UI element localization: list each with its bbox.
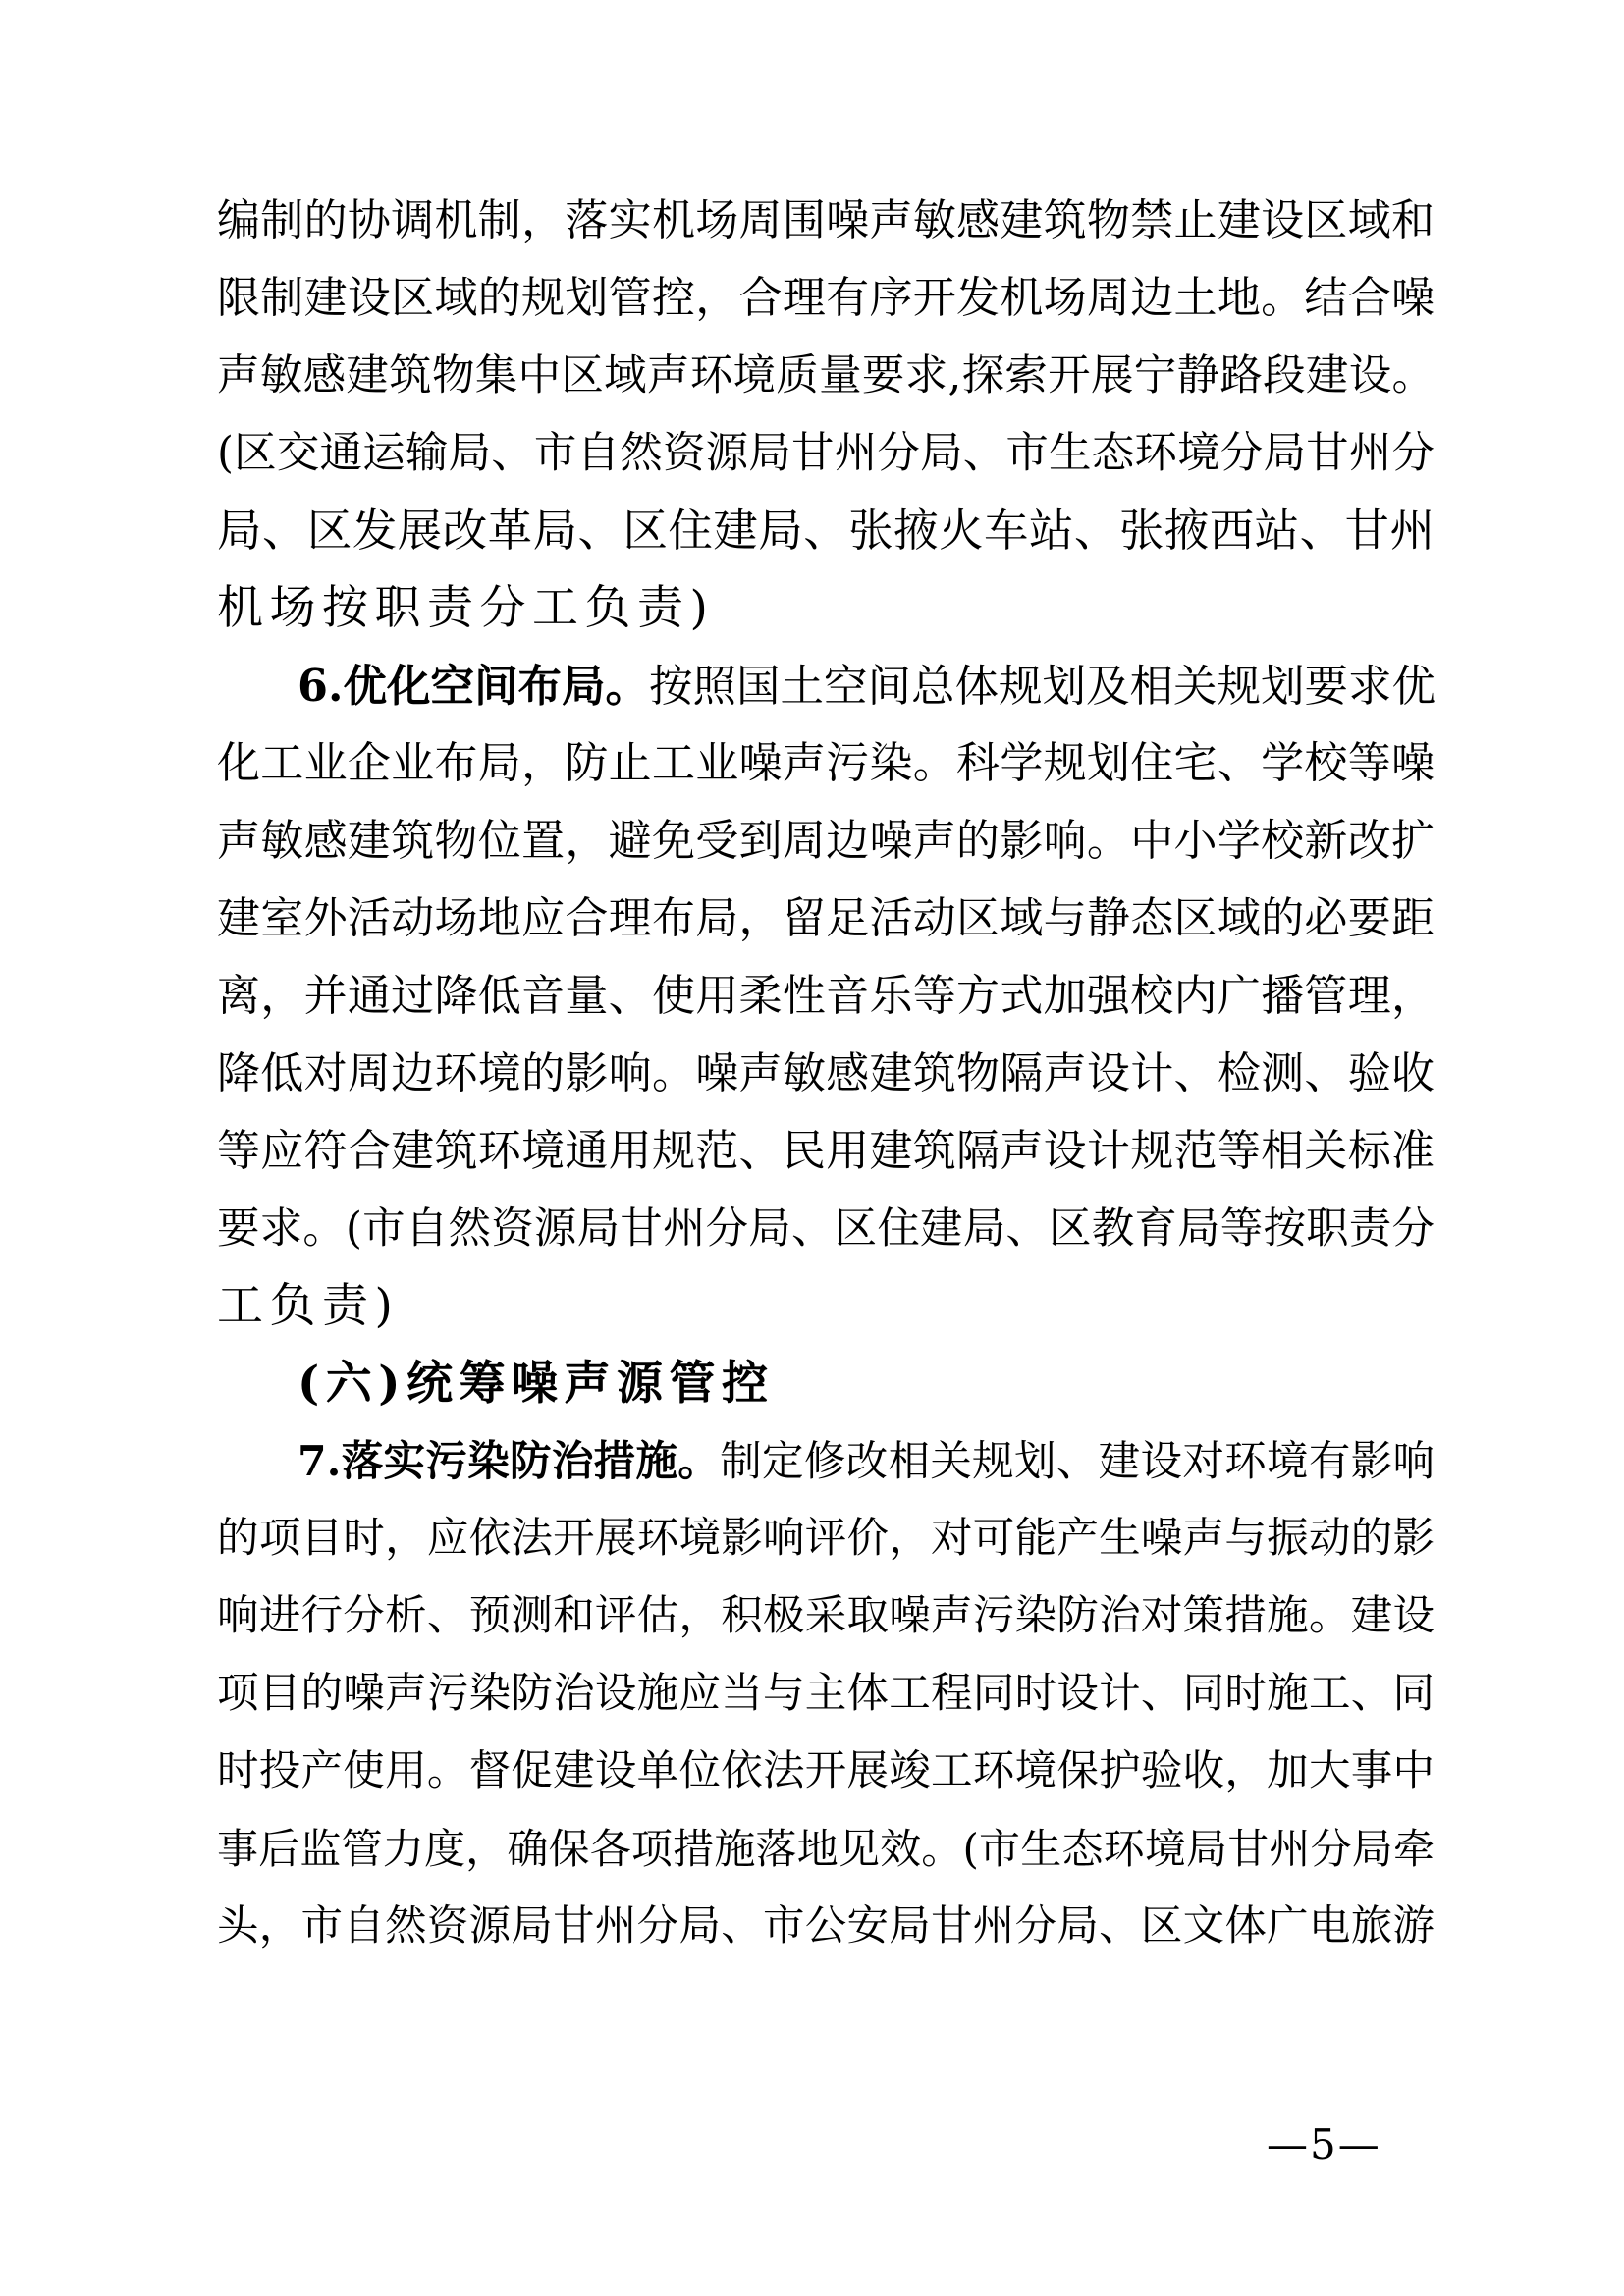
text-line: 离，并通过降低音量、使用柔性音乐等方式加强校内广播管理， — [217, 971, 1435, 1021]
text-line: (区交通运输局、市自然资源局甘州分局、市生态环境分局甘州分 — [217, 429, 1435, 478]
text-line: 机场按职责分工负责) — [217, 581, 715, 635]
text-line: 声敏感建筑物集中区域声环境质量要求,探索开展宁静路段建设。 — [217, 351, 1435, 400]
paragraph-first-line — [298, 647, 1435, 725]
item-heading: 6.优化空间布局。 — [298, 661, 649, 712]
page-number: —5— — [1267, 2120, 1381, 2168]
item-heading: 7.落实污染防治措施。 — [298, 1437, 721, 1486]
text-line: 响进行分析、预测和评估，积极采取噪声污染防治对策措施。建设 — [217, 1592, 1435, 1640]
text-line: 要求。(市自然资源局甘州分局、区住建局、区教育局等按职责分 — [217, 1204, 1435, 1254]
text-line: 等应符合建筑环境通用规范、民用建筑隔声设计规范等相关标准 — [217, 1126, 1435, 1176]
text-line: 限制建设区域的规划管控，合理有序开发机场周边土地。结合噪 — [217, 273, 1435, 323]
paragraph-first-line — [298, 1422, 1435, 1501]
text-line: 时投产使用。督促建设单位依法开展竣工环境保护验收，加大事中 — [217, 1747, 1435, 1795]
item-text: 制定修改相关规划、建设对环境有影响 — [720, 1438, 1435, 1486]
text-line: 化工业企业布局，防止工业噪声污染。科学规划住宅、学校等噪 — [217, 738, 1435, 788]
text-line: 局、区发展改革局、区住建局、张掖火车站、张掖西站、甘州 — [217, 505, 1435, 557]
text-line: 的项目时，应依法开展环境影响评价，对可能产生噪声与振动的影 — [217, 1515, 1435, 1563]
text-line: 头，市自然资源局甘州分局、市公安局甘州分局、区文体广电旅游 — [217, 1902, 1435, 1950]
section-heading: (六)统筹噪声源管控 — [298, 1357, 775, 1411]
item-text: 按照国土空间总体规划及相关规划要求优 — [648, 662, 1435, 712]
text-line: 降低对周边环境的影响。噪声敏感建筑物隔声设计、检测、验收 — [217, 1048, 1435, 1098]
text-line: 声敏感建筑物位置，避免受到周边噪声的影响。中小学校新改扩 — [217, 816, 1435, 866]
text-line: 项目的噪声污染防治设施应当与主体工程同时设计、同时施工、同 — [217, 1670, 1435, 1718]
text-line: 事后监管力度，确保各项措施落地见效。(市生态环境局甘州分局牵 — [217, 1825, 1435, 1873]
text-line: 工负责) — [217, 1279, 400, 1333]
text-line: 编制的协调机制，落实机场周围噪声敏感建筑物禁止建设区域和 — [217, 195, 1435, 245]
text-line: 建室外活动场地应合理布局，留足活动区域与静态区域的必要距 — [217, 893, 1435, 943]
